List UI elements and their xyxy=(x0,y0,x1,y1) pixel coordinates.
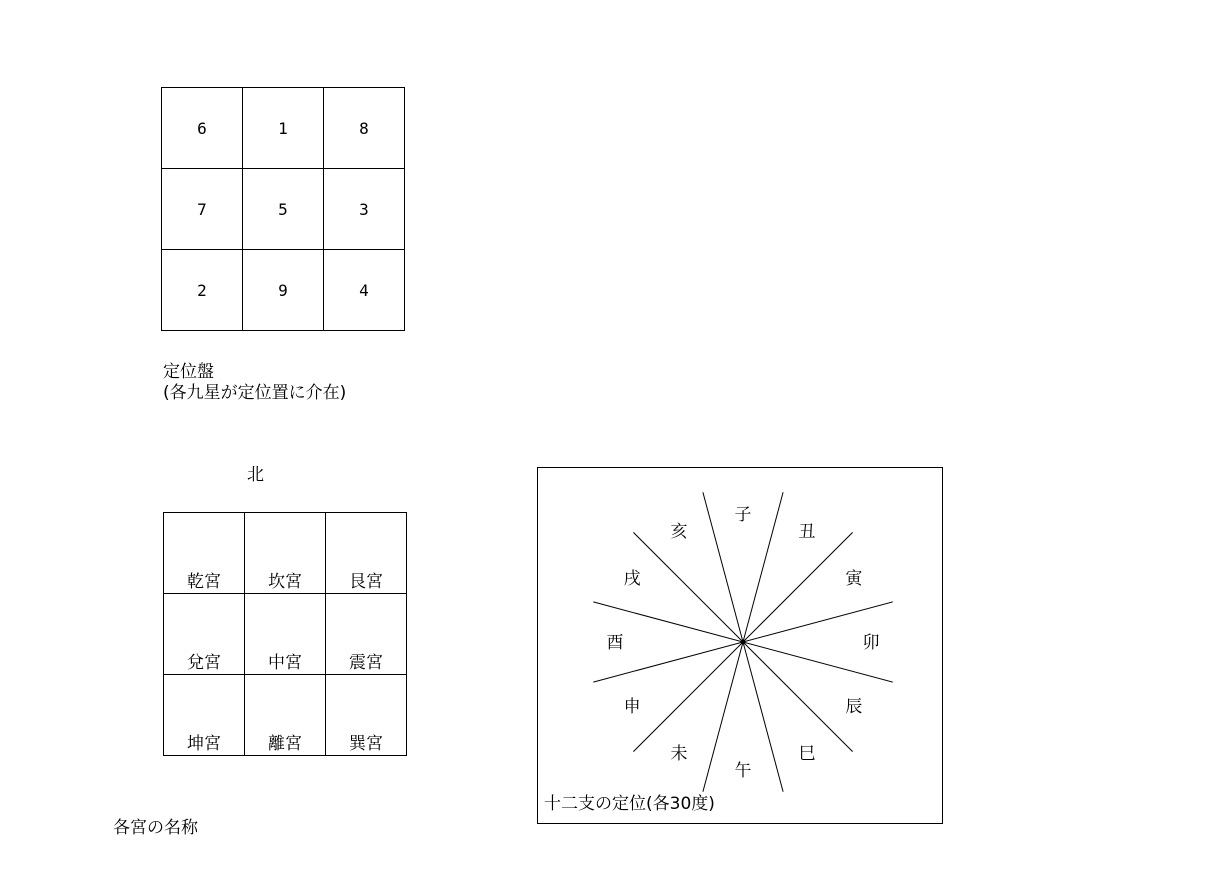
palace-cell: 離宮 xyxy=(245,675,326,756)
magic-square-cell: 8 xyxy=(324,88,405,169)
magic-square-cell: 7 xyxy=(162,169,243,250)
branch-label: 卯 xyxy=(862,633,880,653)
palace-cell: 坤宮 xyxy=(164,675,245,756)
palace-cell: 中宮 xyxy=(245,594,326,675)
branch-label: 子 xyxy=(734,505,752,525)
magic-square-grid xyxy=(161,87,405,331)
magic-square-cell: 5 xyxy=(243,169,324,250)
branch-label: 未 xyxy=(670,743,688,764)
branch-label: 寅 xyxy=(845,569,863,589)
palace-cell: 震宮 xyxy=(326,594,407,675)
palace-cell: 兌宮 xyxy=(164,594,245,675)
palace-cell: 巽宮 xyxy=(326,675,407,756)
zodiac-center-dot xyxy=(741,640,746,645)
magic-square-caption: 定位盤 xyxy=(163,362,214,382)
magic-square-cell: 1 xyxy=(243,88,324,169)
magic-square-subcaption: (各九星が定位置に介在) xyxy=(163,383,347,403)
palace-cell: 艮宮 xyxy=(326,513,407,594)
zodiac-diagram xyxy=(537,467,943,824)
magic-square-cell: 6 xyxy=(162,88,243,169)
branch-label: 巳 xyxy=(798,743,816,764)
magic-square-cell: 4 xyxy=(324,250,405,331)
branch-label: 申 xyxy=(623,697,641,717)
palace-grid xyxy=(163,512,407,756)
zodiac-svg xyxy=(538,468,942,823)
palace-grid-caption: 各宮の名称 xyxy=(113,818,198,838)
magic-square-cell: 2 xyxy=(162,250,243,331)
zodiac-caption: 十二支の定位(各30度) xyxy=(544,794,715,814)
branch-label: 辰 xyxy=(845,697,863,717)
branch-label: 戌 xyxy=(623,569,641,589)
branch-label: 亥 xyxy=(670,522,688,543)
branch-label: 酉 xyxy=(606,633,624,653)
branch-label: 丑 xyxy=(798,522,816,543)
branch-label: 午 xyxy=(734,761,752,781)
north-label: 北 xyxy=(247,465,264,485)
magic-square-cell: 3 xyxy=(324,169,405,250)
palace-cell: 乾宮 xyxy=(164,513,245,594)
palace-cell: 坎宮 xyxy=(245,513,326,594)
magic-square-cell: 9 xyxy=(243,250,324,331)
